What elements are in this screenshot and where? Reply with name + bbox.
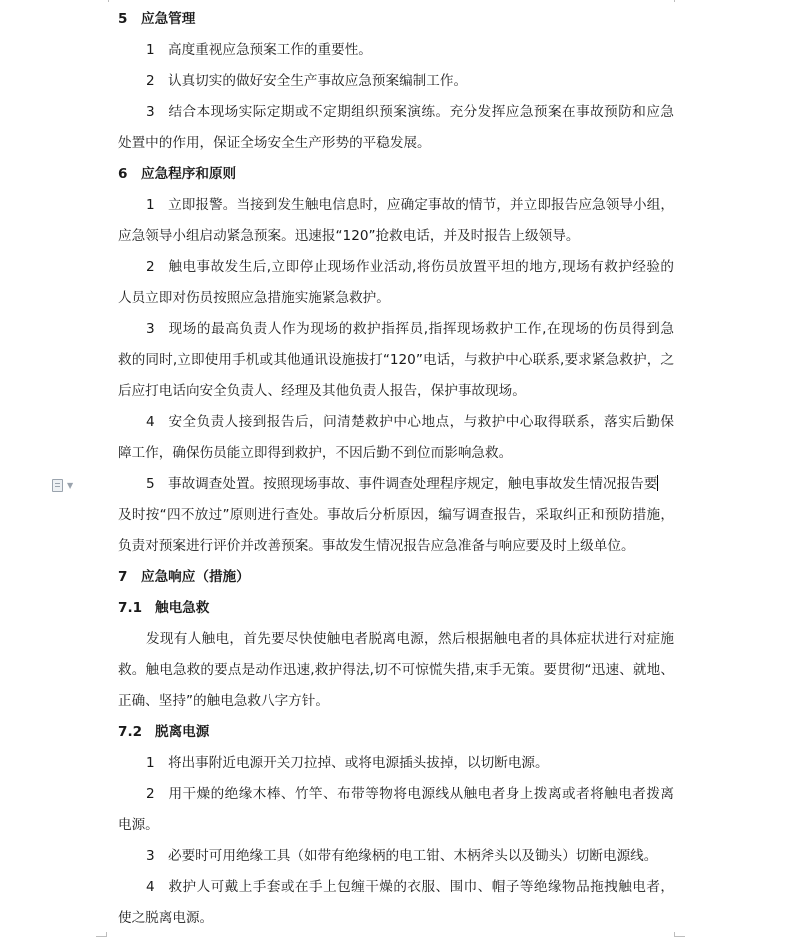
paragraph-line: 后应打电话向安全负责人、经理及其他负责人报告，保护事故现场。 bbox=[118, 383, 526, 399]
document-icon bbox=[52, 479, 63, 492]
paragraph-line: 障工作，确保伤员能立即得到救护，不因后勤不到位而影响急救。 bbox=[118, 445, 513, 461]
list-item: 3 必要时可用绝缘工具（如带有绝缘柄的电工钳、木柄斧头以及锄头）切断电源线。 bbox=[146, 848, 658, 864]
subsection-heading: 7.1 触电急救 bbox=[118, 600, 210, 616]
list-item: 2 认真切实的做好安全生产事故应急预案编制工作。 bbox=[146, 73, 468, 89]
paragraph-line: 电源。 bbox=[118, 817, 159, 833]
paragraph-line: 人员立即对伤员按照应急措施实施紧急救护。 bbox=[118, 290, 390, 306]
page-corner-mark-bottom-left bbox=[96, 932, 107, 937]
subsection-heading: 7.2 脱离电源 bbox=[118, 724, 210, 740]
page-corner-mark-top-left bbox=[96, 0, 109, 2]
list-item: 4 安全负责人接到报告后，问清楚救护中心地点，与救护中心取得联系，落实后勤保 bbox=[146, 414, 674, 430]
section-heading: 5 应急管理 bbox=[118, 11, 196, 27]
paragraph-line: 应急领导小组启动紧急预案。迅速报“120”抢救电话，并及时报告上级领导。 bbox=[118, 228, 580, 244]
page-corner-mark-bottom-right bbox=[674, 932, 685, 937]
document-body[interactable] bbox=[118, 4, 674, 934]
paragraph-line: 及时按“四不放过”原则进行查处。事故后分析原因，编写调查报告，采取纠正和预防措施， bbox=[118, 507, 674, 523]
list-item: 3 结合本现场实际定期或不定期组织预案演练。充分发挥应急预案在事故预防和应急 bbox=[146, 104, 674, 120]
list-item: 2 触电事故发生后,立即停止现场作业活动,将伤员放置平坦的地方,现场有救护经验的 bbox=[146, 259, 674, 275]
list-item: 2 用干燥的绝缘木棒、竹竿、布带等物将电源线从触电者身上拨离或者将触电者拨离 bbox=[146, 786, 674, 802]
paragraph-line: 使之脱离电源。 bbox=[118, 910, 214, 926]
paragraph-line: 救的同时,立即使用手机或其他通讯设施拔打“120”电话，与救护中心联系,要求紧急救护，之 bbox=[118, 352, 674, 368]
chevron-down-icon: ▼ bbox=[67, 480, 74, 490]
paragraph-line: 正确、坚持”的触电急救八字方针。 bbox=[118, 693, 329, 709]
list-item: 1 立即报警。当接到发生触电信息时，应确定事故的情节，并立即报告应急领导小组， bbox=[146, 197, 674, 213]
list-item: 5 事故调查处置。按照现场事故、事件调查处理程序规定，触电事故发生情况报告要 bbox=[146, 476, 658, 492]
paragraph-line: 发现有人触电，首先要尽快使触电者脱离电源，然后根据触电者的具体症状进行对症施 bbox=[146, 631, 674, 647]
paragraph-comment-icon[interactable] bbox=[52, 478, 78, 492]
paragraph-line: 救。触电急救的要点是动作迅速,救护得法,切不可惊慌失措,束手无策。要贯彻“迅速、就地、 bbox=[118, 662, 674, 678]
page-corner-mark-top-right bbox=[674, 0, 687, 2]
list-item: 4 救护人可戴上手套或在手上包缠干燥的衣服、围巾、帽子等绝缘物品拖拽触电者， bbox=[146, 879, 674, 895]
section-heading: 7 应急响应（措施） bbox=[118, 569, 250, 585]
paragraph-line: 负责对预案进行评价并改善预案。事故发生情况报告应急准备与响应要及时上级单位。 bbox=[118, 538, 635, 554]
section-heading: 6 应急程序和原则 bbox=[118, 166, 237, 182]
text-cursor bbox=[657, 475, 658, 491]
list-item: 1 将出事附近电源开关刀拉掉、或将电源插头拔掉，以切断电源。 bbox=[146, 755, 549, 771]
list-item: 3 现场的最高负责人作为现场的救护指挥员,指挥现场救护工作,在现场的伤员得到急 bbox=[146, 321, 674, 337]
list-item: 1 高度重视应急预案工作的重要性。 bbox=[146, 42, 372, 58]
paragraph-line: 处置中的作用，保证全场安全生产形势的平稳发展。 bbox=[118, 135, 431, 151]
